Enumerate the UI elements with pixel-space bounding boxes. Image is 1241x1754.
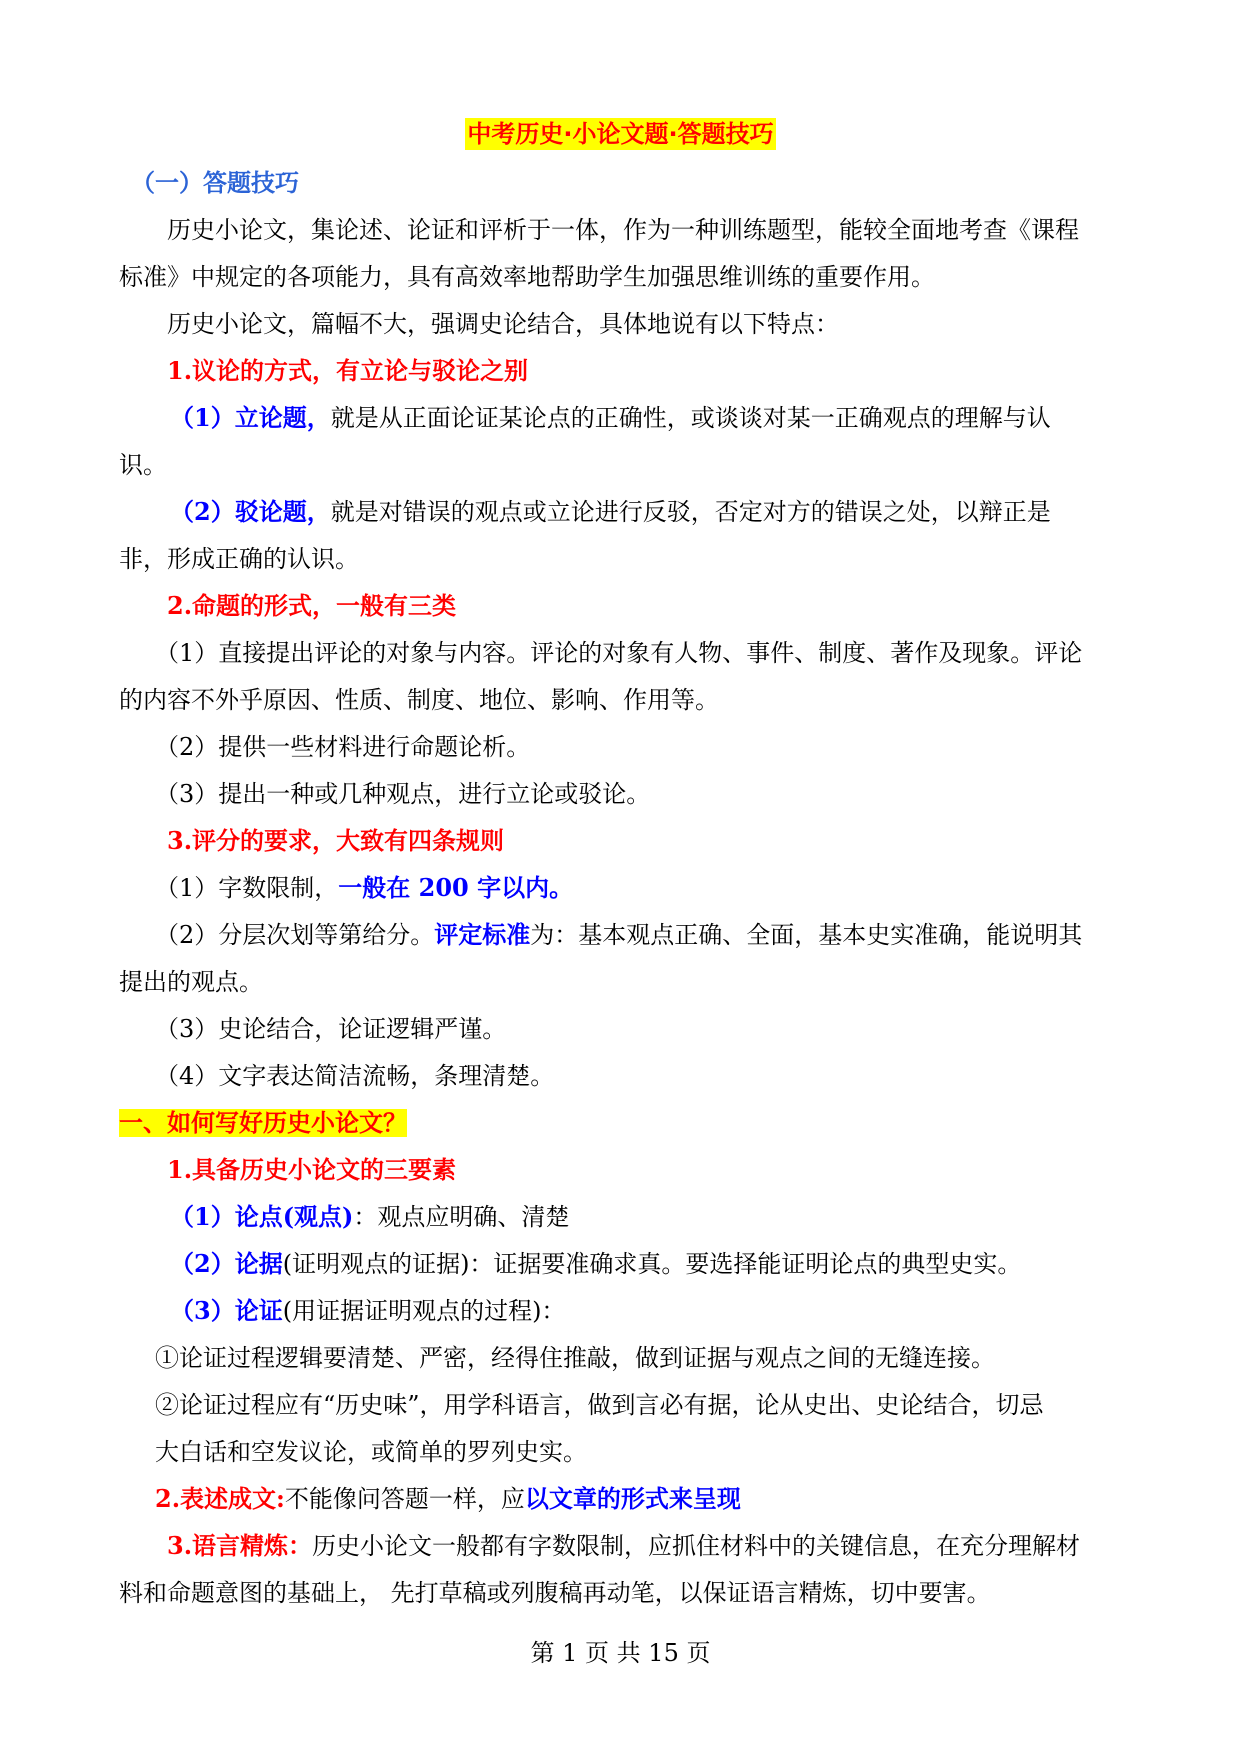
reasoning-point-1: ①论证过程逻辑要清楚、严密，经得住推敲，做到证据与观点之间的无缝连接。 [155,1344,995,1372]
section-heading-text: （一）答题技巧 [131,169,299,197]
rule-item-4: （4）文字表达简洁流畅，条理清楚。 [155,1062,555,1090]
tip-express-as-essay [155,1483,1121,1515]
subheading-text: 1.具备历史小论文的三要素 [167,1155,457,1184]
reasoning-point-2-line-2: 大白话和空发议论，或简单的罗列史实。 [155,1438,587,1466]
form-item-3: （3）提出一种或几种观点，进行立论或驳论。 [155,780,651,808]
tip-label: 2.表述成文: [155,1484,285,1513]
rule-item-1 [155,872,1121,904]
element-text: (证明观点的证据)：证据要准确求真。要选择能证明论点的典型史实。 [282,1250,1022,1278]
item-refute-argument-cont: 非，形成正确的认识。 [119,545,359,573]
item-label: （2）驳论题， [170,497,331,526]
tip-label: 3.语言精炼： [167,1531,313,1560]
rule-emphasis: 评定标准 [434,920,531,949]
tip-text: 不能像问答题一样，应 [284,1485,525,1513]
element-thesis [170,1201,1121,1233]
subheading-proposition-form [167,590,1121,622]
form-item-1-line-2: 的内容不外乎原因、性质、制度、地位、影响、作用等。 [119,686,719,714]
tip-emphasis: 以文章的形式来呈现 [524,1484,741,1513]
form-item-2: （2）提供一些材料进行命题论析。 [155,733,531,761]
item-establish-argument [170,402,1121,434]
item-establish-argument-cont: 识。 [119,451,167,479]
element-reasoning [170,1295,1121,1327]
paragraph-intro-line-2: 标准》中规定的各项能力，具有高效率地帮助学生加强思维训练的重要作用。 [119,263,935,291]
section-heading-answer-tips [131,167,1121,199]
element-evidence [170,1248,1121,1280]
document-title: 中考历史·小论文题·答题技巧 [467,120,774,148]
tip-concise-language-cont: 料和命题意图的基础上， 先打草稿或列腹稿再动笔，以保证语言精炼，切中要害。 [119,1579,991,1607]
element-label: （1）论点(观点) [170,1202,354,1231]
item-refute-argument [170,496,1121,528]
item-text: 就是从正面论证某论点的正确性，或谈谈对某一正确观点的理解与认 [330,404,1051,432]
tip-concise-language [167,1530,1121,1562]
title-container [0,118,1241,150]
rule-emphasis: 一般在 200 字以内。 [338,873,574,902]
item-text: 就是对错误的观点或立论进行反驳，否定对方的错误之处，以辩正是 [330,498,1051,526]
section-heading-text: 一、如何写好历史小论文？ [119,1109,407,1137]
element-text: (用证据证明观点的过程)： [282,1297,566,1325]
rule-item-2-cont: 提出的观点。 [119,968,263,996]
form-item-1-line-1: （1）直接提出评论的对象与内容。评论的对象有人物、事件、制度、著作及现象。评论 [155,639,1083,667]
subheading-scoring-rules [167,825,1121,857]
element-label: （2）论据 [170,1249,283,1278]
paragraph-features: 历史小论文，篇幅不大，强调史论结合，具体地说有以下特点： [167,310,839,338]
subheading-argument-method [167,355,1121,387]
tip-text: 历史小论文一般都有字数限制，应抓住材料中的关键信息，在充分理解材 [312,1532,1081,1560]
rule-text-post: 为：基本观点正确、全面，基本史实准确，能说明其 [530,921,1083,949]
page-number-footer: 第 1 页 共 15 页 [530,1639,711,1667]
subheading-three-elements [167,1154,1121,1186]
rule-text: （2）分层次划等第给分。 [155,921,435,949]
subheading-text: 1.议论的方式，有立论与驳论之别 [167,356,529,385]
rule-item-2 [155,919,1121,951]
rule-item-3: （3）史论结合，论证逻辑严谨。 [155,1015,507,1043]
paragraph-intro-line-1: 历史小论文，集论述、论证和评析于一体，作为一种训练题型，能较全面地考查《课程 [167,216,1079,244]
rule-text: （1）字数限制， [155,874,339,902]
element-text: ：观点应明确、清楚 [353,1203,570,1231]
section-heading-how-to-write [119,1107,1121,1139]
subheading-text: 2.命题的形式，一般有三类 [167,591,457,620]
reasoning-point-2-line-1: ②论证过程应有“历史味”，用学科语言，做到言必有据，论从史出、史论结合，切忌 [155,1391,1044,1419]
element-label: （3）论证 [170,1296,283,1325]
subheading-text: 3.评分的要求，大致有四条规则 [167,826,505,855]
item-label: （1）立论题， [170,403,331,432]
